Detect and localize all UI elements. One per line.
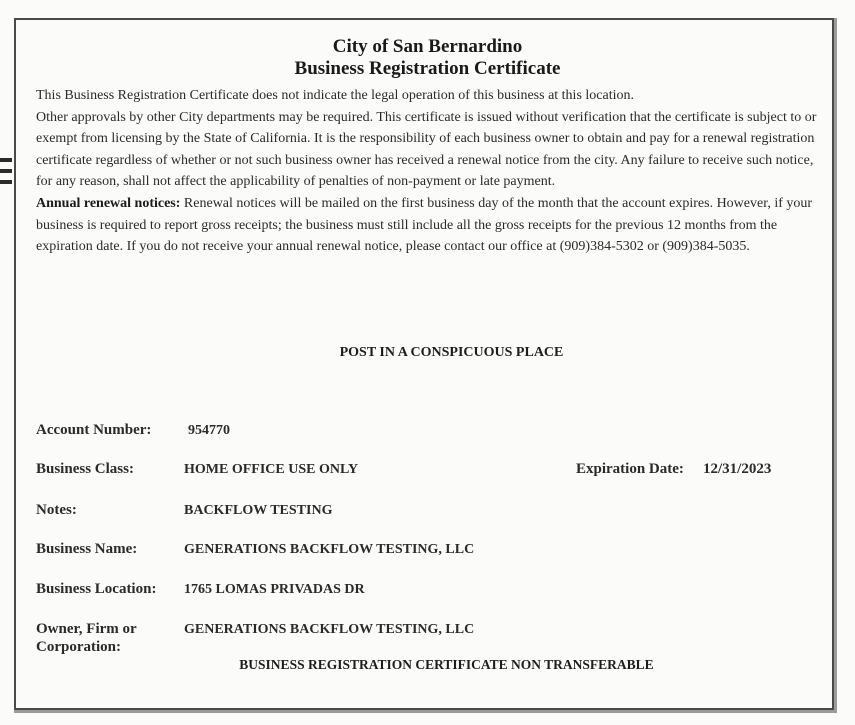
owner-label-line-2: Corporation:: [36, 639, 121, 655]
owner-value: GENERATIONS BACKFLOW TESTING, LLC: [184, 622, 475, 637]
post-notice: POST IN A CONSPICUOUS PLACE: [339, 345, 564, 360]
notes-value: BACKFLOW TESTING: [184, 503, 333, 518]
expiration-date-label: Expiration Date:: [576, 461, 684, 477]
non-transferable-notice: BUSINESS REGISTRATION CERTIFICATE NON TRANSFERABLE: [239, 657, 654, 672]
business-name-label: Business Name:: [36, 541, 138, 557]
business-location-value: 1765 LOMAS PRIVADAS DR: [184, 582, 365, 597]
renewal-text: Renewal notices will be mailed on the first business day of the month that the account expires. However, if your business is required to report gross receipts; the business must still include all the gross receipts for the previous 12 months from the expiration date. If you do not receive your annual renewal notice, please contact our office at (909)384-5302 or (909)384-5035.: [36, 195, 813, 255]
terms-paragraph-2: Other approvals by other City departments may be required. This certificate is issued without verification that the certificate is subject to or exempt from licensing by the State of California. It is the responsibility of each business owner to obtain and pay for a renewal registration certificate regardless of whether or not such business owner has received a renewal notice from the city. Any failure to receive such notice, for any reason, shall not affect the applicability of penalties of non-payment or late payment.: [36, 109, 817, 190]
binder-marks: [0, 158, 12, 198]
certificate-title: Business Registration Certificate: [294, 58, 561, 79]
certificate-terms: [36, 85, 821, 258]
business-class-label: Business Class:: [36, 461, 134, 477]
business-name-value: GENERATIONS BACKFLOW TESTING, LLC: [184, 542, 475, 557]
expiration-date-value: 12/31/2023: [703, 461, 772, 477]
business-class-value: HOME OFFICE USE ONLY: [184, 462, 359, 477]
renewal-paragraph: [36, 193, 821, 258]
terms-paragraph-1: This Business Registration Certificate does not indicate the legal operation of this business at this location.: [36, 88, 634, 103]
notes-label: Notes:: [36, 502, 77, 518]
border-shadow-bottom: [14, 710, 837, 713]
renewal-label: Annual renewal notices:: [36, 195, 181, 211]
account-number-label: Account Number:: [36, 422, 152, 438]
border-shadow-right: [834, 18, 837, 712]
business-location-label: Business Location:: [36, 581, 157, 597]
city-title: City of San Bernardino: [332, 36, 523, 57]
owner-label-line-1: Owner, Firm or: [36, 621, 137, 637]
account-number-value: 954770: [188, 423, 230, 438]
